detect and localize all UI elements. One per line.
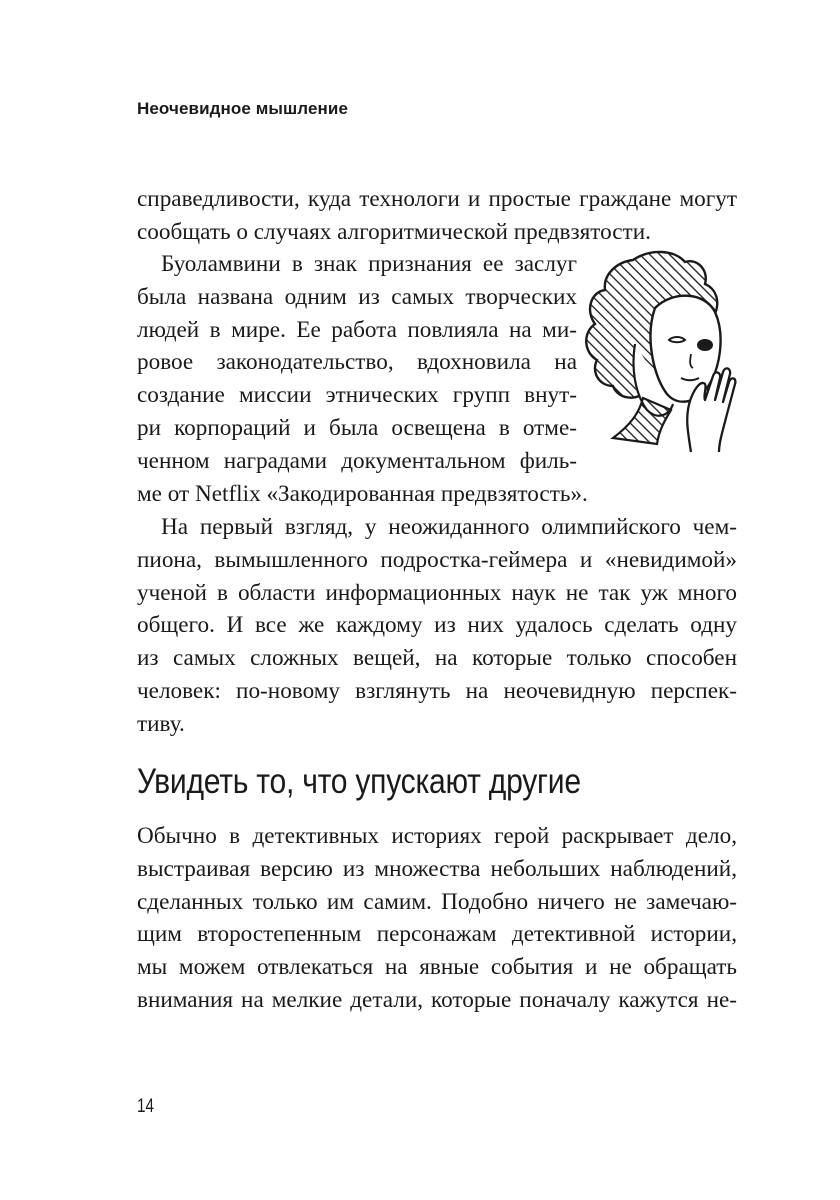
text-line: общего. И все же каждому из них удалось сделать одну bbox=[137, 612, 737, 639]
text-line: сообщать о случаях алгоритмической предвзятости. bbox=[137, 218, 651, 245]
text-line: ученой в области информационных наук не так уж много bbox=[137, 579, 737, 606]
text-line: щим второстепенным персонажам детективной истории, bbox=[137, 921, 737, 948]
person-with-mask-icon bbox=[573, 248, 743, 453]
text-line: На первый взгляд, у неожиданного олимпийского чем- bbox=[161, 514, 737, 540]
text-line: создание миссии этнических групп внут- bbox=[137, 382, 577, 409]
text-line: тиву. bbox=[137, 710, 185, 737]
text-line: была названа одним из самых творческих bbox=[137, 283, 577, 310]
text-line: Буоламвини в знак признания ее заслуг bbox=[161, 251, 577, 277]
text-line: из самых сложных вещей, на которые только способен bbox=[137, 645, 737, 672]
text-line: Обычно в детективных историях герой раскрывает дело, bbox=[137, 823, 737, 849]
page-number: 14 bbox=[137, 1096, 154, 1117]
text-line: ме от Netflix «Закодированная предвзятость». bbox=[137, 480, 588, 507]
text-line: ченном наградами документальном филь- bbox=[137, 447, 577, 474]
text-line: ри корпораций и была освещена в отме- bbox=[137, 414, 577, 441]
running-head: Неочевидное мышление bbox=[137, 99, 349, 118]
paragraph-perspective bbox=[137, 511, 737, 741]
text-line: сделанных только им самим. Подобно ничего не замечаю- bbox=[137, 888, 737, 915]
text-line: выстраивая версию из множества небольших наблюдений, bbox=[137, 855, 737, 882]
paragraph-continued bbox=[137, 183, 737, 249]
text-line: людей в мире. Ее работа повлияла на ми- bbox=[137, 316, 577, 343]
text-line: мы можем отвлекаться на явные события и не обращать bbox=[137, 954, 737, 981]
paragraph-detective bbox=[137, 820, 737, 1017]
text-line: человек: по-новому взглянуть на неочевидную перспек- bbox=[137, 677, 737, 704]
paragraph-buolamwini bbox=[137, 248, 588, 510]
text-line: пиона, вымышленного подростка-геймера и «невидимой» bbox=[137, 546, 737, 573]
text-line: внимания на мелкие детали, которые поначалу кажутся не- bbox=[137, 986, 737, 1013]
text-line: справедливости, куда технологи и простые граждане могут bbox=[137, 186, 737, 212]
section-heading: Увидеть то, что упускают другие bbox=[137, 762, 581, 801]
text-line: ровое законодательство, вдохновила на bbox=[137, 349, 577, 376]
